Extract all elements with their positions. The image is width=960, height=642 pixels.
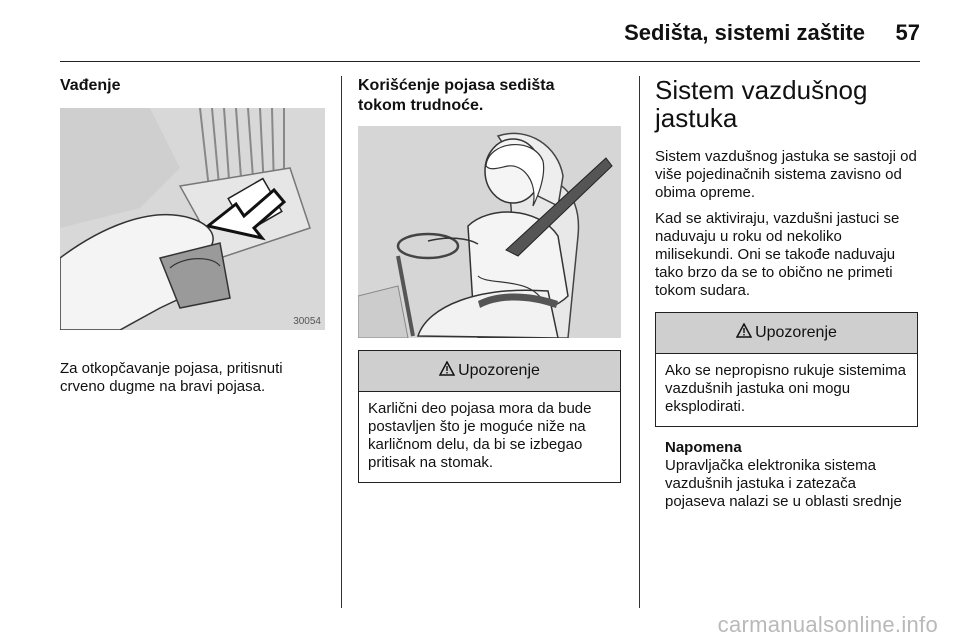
warning-header [656, 313, 917, 354]
airbag-paragraph-1: Sistem vazdušnog jastuka se sastoji od više pojedinačnih sistema zavisno od obima opreme. [655, 148, 917, 201]
warning-triangle-icon [439, 361, 455, 381]
header-rule [60, 61, 920, 62]
pregnant-driver-illustration [358, 126, 621, 338]
section-heading-airbag [655, 76, 920, 132]
warning-triangle-icon [736, 323, 752, 343]
page-title: Sedišta, sistemi zaštite [624, 20, 865, 45]
column-divider-left [341, 76, 342, 608]
watermark: carmanualsonline.info [717, 612, 938, 637]
warning-text: Ako se nepropisno rukuje sistemima vazdušnih jastuka oni mogu eksplodirati. [665, 362, 906, 415]
column-pregnancy [358, 76, 621, 483]
figure-number: 30054 [293, 316, 321, 327]
warning-title: Upozorenje [755, 324, 837, 341]
warning-box-pregnancy [358, 350, 621, 483]
heading-line-2: tokom trudnoće. [358, 97, 484, 114]
column-airbag-system [655, 76, 920, 511]
figure-pregnant-driver [358, 126, 621, 338]
heading-line-2: jastuka [655, 103, 738, 133]
warning-title: Upozorenje [458, 362, 540, 379]
section-heading-removal: Vađenje [60, 77, 121, 94]
removal-instructions: Za otkopčavanje pojasa, pritisnuti crveno dugme na bravi pojasa. [60, 360, 283, 395]
section-heading-pregnancy [358, 76, 621, 116]
note-title: Napomena [665, 439, 742, 456]
column-divider-right [639, 76, 640, 608]
figure-buckle-release [60, 108, 325, 330]
buckle-release-illustration [60, 108, 325, 330]
airbag-paragraph-2: Kad se aktiviraju, vazdušni jastuci se naduvaju u roku od nekoliko milisekundi. Oni se takođe naduvaju tako brzo da se to obično ne primeti tokom sudara. [655, 210, 900, 299]
heading-line-1: Sistem vazdušnog [655, 75, 868, 105]
warning-box-airbag [655, 312, 918, 427]
warning-header [359, 351, 620, 392]
warning-text: Karlični deo pojasa mora da bude postavljen što je moguće niže na karličnom delu, da bi se izbegao pritisak na stomak. [368, 400, 592, 471]
heading-line-1: Korišćenje pojasa sedišta [358, 77, 555, 94]
column-removal [60, 76, 325, 396]
note-block [655, 439, 920, 511]
page-number: 57 [895, 20, 920, 45]
note-text: Upravljačka elektronika sistema vazdušnih jastuka i zatezača pojaseva nalazi se u oblasti srednje [665, 457, 902, 510]
